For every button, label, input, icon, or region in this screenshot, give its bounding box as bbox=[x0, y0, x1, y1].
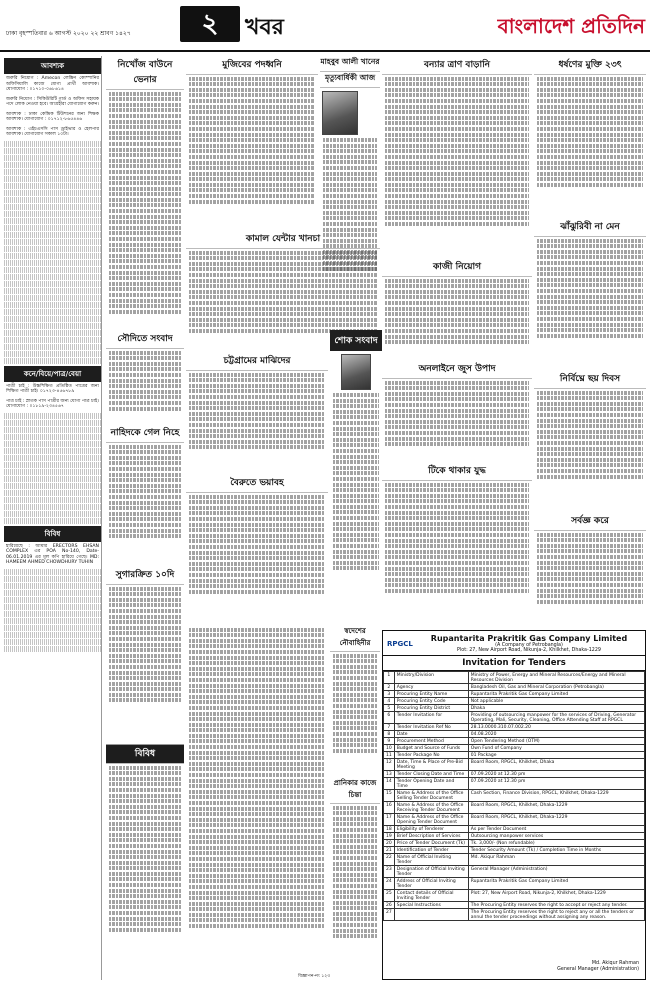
article-headline: ঝাঁঝুরিবী না মেন bbox=[534, 218, 646, 237]
row-number: 16 bbox=[384, 802, 395, 814]
row-value: 01 Package bbox=[468, 752, 644, 759]
row-number: 12 bbox=[384, 759, 395, 771]
row-label: Name & Address of the Office Receiving Tender Document bbox=[394, 802, 468, 814]
row-value: Plot: 27, New Airport Road, Nikunja-2, Khilkhet, Dhaka-1229 bbox=[468, 890, 644, 902]
row-number: 18 bbox=[384, 826, 395, 833]
row-value: Rupantarita Prakritik Gas Company Limited bbox=[468, 878, 644, 890]
row-number: 19 bbox=[384, 833, 395, 840]
row-value: Cash Section, Finance Division, RPGCL, Khilkhet, Dhaka-1229 bbox=[468, 790, 644, 802]
tender-row bbox=[384, 672, 645, 684]
row-number: 8 bbox=[384, 731, 395, 738]
row-number: 27 bbox=[384, 909, 395, 921]
article-navy bbox=[330, 624, 380, 774]
row-value: 07.09.2020 at 12.30 pm bbox=[468, 778, 644, 790]
article-bibidh bbox=[106, 744, 184, 980]
classified-ad: হারিয়েছে : আমার ERECTORS EHSAN COMPLEX এর POA No-140, Date-06.01.2019 এর মূল কপি হারিয়ে গেছে। MD: HAMEEM AHMED CHOWDHURY TUHIN bbox=[6, 543, 99, 565]
article-beirut bbox=[186, 474, 328, 624]
row-label: Budget and Source of Funds bbox=[394, 745, 468, 752]
row-label bbox=[394, 909, 468, 921]
article-online bbox=[382, 360, 532, 460]
row-number: 13 bbox=[384, 771, 395, 778]
classified-ad: পাত্রী চাই : উচ্চশিক্ষিত প্রতিষ্ঠিত পাত্রের জন্য শিক্ষিত পাত্রী চাই। ০১৭২৩-৪৫৬৭৮৯ bbox=[6, 383, 99, 394]
row-value: Board Room, RPGCL, Khilkhet, Dhaka bbox=[468, 759, 644, 771]
row-number: 17 bbox=[384, 814, 395, 826]
tender-row bbox=[384, 731, 645, 738]
article-headline: ধর্ষণের মুক্তি ২৩ৎ bbox=[534, 56, 646, 75]
classified-ad: আবশ্যক : ঢাকা কেন্দ্রিক টিউশনের জন্য শিক্ষক আবশ্যক। যোগাযোগ : ০১৭১২-৮৬৫৪৪৬ bbox=[6, 111, 99, 122]
newspaper-brand: বাংলাদেশ প্রতিদিন bbox=[497, 14, 645, 38]
signatory-name: Md. Akiqur Rahman bbox=[591, 961, 639, 966]
row-number: 21 bbox=[384, 847, 395, 854]
article-jhuri bbox=[534, 218, 646, 368]
row-label: Date bbox=[394, 731, 468, 738]
tender-row bbox=[384, 691, 645, 698]
row-label: Designation of Official Inviting Tender bbox=[394, 866, 468, 878]
classified-heading-wanted: আবশ্যক bbox=[4, 58, 101, 74]
tender-row bbox=[384, 909, 645, 921]
row-label: Identification of Tender bbox=[394, 847, 468, 854]
row-number: 3 bbox=[384, 691, 395, 698]
row-value: Dhaka bbox=[468, 705, 644, 712]
row-number: 2 bbox=[384, 684, 395, 691]
tender-row bbox=[384, 684, 645, 691]
article-economy bbox=[382, 258, 532, 358]
row-number: 7 bbox=[384, 724, 395, 731]
tender-advertisement bbox=[382, 630, 646, 980]
row-label: Tender Opening Date and Time bbox=[394, 778, 468, 790]
row-number: 24 bbox=[384, 878, 395, 890]
obituary-block bbox=[330, 330, 382, 620]
row-label: Agency bbox=[394, 684, 468, 691]
tender-row bbox=[384, 840, 645, 847]
row-number: 25 bbox=[384, 890, 395, 902]
tender-row bbox=[384, 790, 645, 802]
row-label: Date, Time & Place of Pre-Bid Meeting bbox=[394, 759, 468, 771]
tender-row bbox=[384, 752, 645, 759]
row-label: Procuring Entity District bbox=[394, 705, 468, 712]
row-number: 11 bbox=[384, 752, 395, 759]
row-value: 04.08.2020 bbox=[468, 731, 644, 738]
row-number: 20 bbox=[384, 840, 395, 847]
row-label: Ministry/Division bbox=[394, 672, 468, 684]
article-headline: বন্যার ত্রাণ বাড়ানি bbox=[382, 56, 532, 75]
company-subtitle: (A Company of Petrobangla) bbox=[495, 643, 563, 648]
row-number: 9 bbox=[384, 738, 395, 745]
tender-row bbox=[384, 833, 645, 840]
article-tiket bbox=[382, 462, 532, 627]
article-headline: চট্টগ্রামের মাঝিদের bbox=[186, 352, 328, 371]
row-value: 28.13.0000.310.07.002.20 bbox=[468, 724, 644, 731]
row-value: Ministry of Power, Energy and Mineral Resources/Energy and Mineral Resources Division bbox=[468, 672, 644, 684]
article-headline: নাহিদকে গেল নিহে bbox=[106, 424, 184, 443]
row-number: 10 bbox=[384, 745, 395, 752]
article-headline: নিখোঁজ বাউনে ভেনার bbox=[106, 56, 184, 90]
row-label: Eligibility of Tenderer bbox=[394, 826, 468, 833]
article-pranik bbox=[330, 776, 380, 972]
row-label: Tender Closing Date and Time bbox=[394, 771, 468, 778]
row-label: Procurement Method bbox=[394, 738, 468, 745]
tender-row bbox=[384, 771, 645, 778]
article-headline: স্বদেশের নৌবাহিনীর bbox=[330, 624, 380, 652]
row-value: Tk. 3,000/- (Non refundable) bbox=[468, 840, 644, 847]
classified-ad: আবশ্যক : এইচএসসি পাস ড্রাইভার ও হেলপার আবশ্যক। যোগাযোগ সকাল ১০টা। bbox=[6, 126, 99, 137]
row-value: Outsourcing manpower services bbox=[468, 833, 644, 840]
article-headline: বিবিধ bbox=[106, 745, 184, 764]
article-mujib bbox=[186, 56, 318, 226]
obituary-band: শোক সংবাদ bbox=[330, 330, 382, 351]
page-number: ২ bbox=[180, 6, 240, 42]
tender-row bbox=[384, 745, 645, 752]
company-logo-icon: RPGCL bbox=[387, 639, 413, 648]
article-verdict bbox=[534, 56, 646, 216]
row-label: Address of Official Inviting Tender bbox=[394, 878, 468, 890]
company-name: Rupantarita Prakritik Gas Company Limited bbox=[430, 634, 628, 643]
tender-row bbox=[384, 759, 645, 771]
row-number: 23 bbox=[384, 866, 395, 878]
row-value: Board Room, RPGCL, Khilkhet, Dhaka-1229 bbox=[468, 802, 644, 814]
article-headline: কামাল যেন্টার খানচা bbox=[186, 230, 380, 249]
row-number: 5 bbox=[384, 705, 395, 712]
tender-row bbox=[384, 705, 645, 712]
row-label: Tender Package No bbox=[394, 752, 468, 759]
article-headline: বৈরুতে ভয়াবহ bbox=[186, 474, 328, 493]
tender-title: Invitation for Tenders bbox=[383, 656, 645, 671]
row-value: Md. Akiqur Rahman bbox=[468, 854, 644, 866]
row-value: 07.09.2020 at 12.30 pm bbox=[468, 771, 644, 778]
row-value: Own Fund of Company bbox=[468, 745, 644, 752]
article-flood bbox=[382, 56, 532, 256]
row-label: Procuring Entity Name bbox=[394, 691, 468, 698]
article-saudi bbox=[106, 330, 184, 420]
tender-row bbox=[384, 890, 645, 902]
article-headline: টিকে থাকার যুদ্ধ bbox=[382, 462, 532, 481]
portrait-photo bbox=[322, 91, 358, 135]
article-nirbudi bbox=[534, 370, 646, 510]
classified-column bbox=[4, 56, 102, 980]
section-title: খবর bbox=[245, 14, 284, 40]
company-address: Plot: 27, New Airport Road, Nikunja-2, Khilkhet, Dhaka-1229 bbox=[457, 648, 601, 653]
portrait-photo bbox=[341, 354, 371, 390]
row-label: Brief Description of Services bbox=[394, 833, 468, 840]
classified-filler bbox=[4, 141, 101, 364]
tender-signature bbox=[557, 961, 639, 973]
article-headline: মুজিবের পদধ্বনি bbox=[186, 56, 318, 75]
article-headline: মৃত্যুবার্ষিকী আজ bbox=[320, 72, 380, 88]
header-rule bbox=[0, 50, 650, 52]
classified-ad: জরুরি নিয়োগ : Amecon লেক্সিন কোম্পানির অফিসিয়ালি কাজে যোগ্য প্রার্থী আবশ্যক। যোগাযোগ : ০১৭১০-০৬৮৬১৪ bbox=[6, 76, 99, 92]
row-label: Special Instructions bbox=[394, 902, 468, 909]
article-sugar bbox=[106, 566, 184, 741]
tender-header bbox=[383, 631, 645, 656]
row-label: Tender Invitation for bbox=[394, 712, 468, 724]
row-number: 15 bbox=[384, 790, 395, 802]
row-label: Procuring Entity Code bbox=[394, 698, 468, 705]
row-value: Tender Security Amount (Tk) / Completion Time in Months bbox=[468, 847, 644, 854]
row-value: The Procuring Entity reserves the right to reject any or all the tenders or annul the tender proceedings without assigning any reason. bbox=[468, 909, 644, 921]
row-number: 22 bbox=[384, 854, 395, 866]
article-headline: নির্বিঘ্নে ছয় দিবস bbox=[534, 370, 646, 389]
row-label: Tender Invitation Ref No bbox=[394, 724, 468, 731]
row-label: Name & Address of the Office Opening Tender Document bbox=[394, 814, 468, 826]
row-number: 1 bbox=[384, 672, 395, 684]
classified-filler bbox=[4, 569, 101, 652]
row-value: The Procuring Entity reserves the right to accept or reject any tender. bbox=[468, 902, 644, 909]
article-nahid bbox=[106, 424, 184, 564]
classified-filler bbox=[4, 413, 101, 524]
article-headline: কাজী নিয়োগ bbox=[382, 258, 532, 277]
row-value: Board Room, RPGCL, Khilkhet, Dhaka-1229 bbox=[468, 814, 644, 826]
tender-row bbox=[384, 866, 645, 878]
row-label: Price of Tender Document (Tk) bbox=[394, 840, 468, 847]
row-label: Name & Address of the Office Selling Tender Document bbox=[394, 790, 468, 802]
tender-row bbox=[384, 778, 645, 790]
tender-row bbox=[384, 902, 645, 909]
tender-row bbox=[384, 712, 645, 724]
tender-row bbox=[384, 826, 645, 833]
ad-credit: বিজ্ঞাপন-নং ১২৩ bbox=[298, 974, 331, 979]
tender-table bbox=[383, 671, 645, 921]
article-shorjo bbox=[534, 512, 646, 627]
article-chattogram bbox=[186, 352, 328, 472]
article-nizamuddin bbox=[106, 56, 184, 326]
row-value: General Manager (Administration) bbox=[468, 866, 644, 878]
page-header bbox=[0, 0, 650, 54]
classified-ad: পাত্র চাই : স্নাতক পাস পাত্রীর জন্য যোগ্য পাত্র চাই। যোগাযোগ : ০১৮১৯-২৩৪৫৬৭ bbox=[6, 398, 99, 409]
row-value: Rupantarita Prakritik Gas Company Limited bbox=[468, 691, 644, 698]
tender-row bbox=[384, 698, 645, 705]
header-date: ঢাকা বৃহস্পতিবার ৬ আগস্ট ২০২০ ২২ শ্রাবণ ১৪২৭ bbox=[6, 30, 131, 37]
article-headline: প্রানিকার কাজে চিন্তা bbox=[330, 776, 380, 804]
classified-heading-matrimony: কনে/বিয়ে/পাত্র/বেয়া bbox=[4, 366, 101, 382]
signatory-title: General Manager (Administration) bbox=[557, 967, 639, 972]
row-number: 4 bbox=[384, 698, 395, 705]
tender-row bbox=[384, 738, 645, 745]
tender-row bbox=[384, 814, 645, 826]
article-headline: সৌদিতে সংবাদ bbox=[106, 330, 184, 349]
row-value: Open Tendering Method (OTM) bbox=[468, 738, 644, 745]
row-number: 6 bbox=[384, 712, 395, 724]
article-headline: মাহবুব আলী খানের bbox=[320, 56, 380, 72]
row-label: Name of Official Inviting Tender bbox=[394, 854, 468, 866]
article-long-middle bbox=[186, 626, 331, 980]
tender-row bbox=[384, 847, 645, 854]
tender-row bbox=[384, 802, 645, 814]
row-value: Providing of outsourcing manpower for the services of Driving, Generator Operating, Mali, Security, Cleaning, Office Attending Staff at RPGCL bbox=[468, 712, 644, 724]
row-value: Bangladesh Oil, Gas and Mineral Corporation (Petrobangla) bbox=[468, 684, 644, 691]
row-value: Not applicable bbox=[468, 698, 644, 705]
article-headline: সর্বজ্ঞ করে bbox=[534, 512, 646, 531]
row-label: Contact details of Official Inviting Tender bbox=[394, 890, 468, 902]
row-number: 14 bbox=[384, 778, 395, 790]
article-headline: সুগারক্রিত ১০দি bbox=[106, 566, 184, 585]
row-number: 26 bbox=[384, 902, 395, 909]
classified-ad: জরুরি নিয়োগ : সিকিউরিটি গার্ড ও অফিস সহায়ক পদে লোক নেওয়া হবে। আগ্রহীরা যোগাযোগ করুন। bbox=[6, 96, 99, 107]
tender-row bbox=[384, 878, 645, 890]
tender-row bbox=[384, 854, 645, 866]
classified-heading-misc: বিবিধ bbox=[4, 526, 101, 542]
article-headline: অনলাইনে জুস উপাদ bbox=[382, 360, 532, 379]
tender-row bbox=[384, 724, 645, 731]
row-value: As per Tender Document bbox=[468, 826, 644, 833]
